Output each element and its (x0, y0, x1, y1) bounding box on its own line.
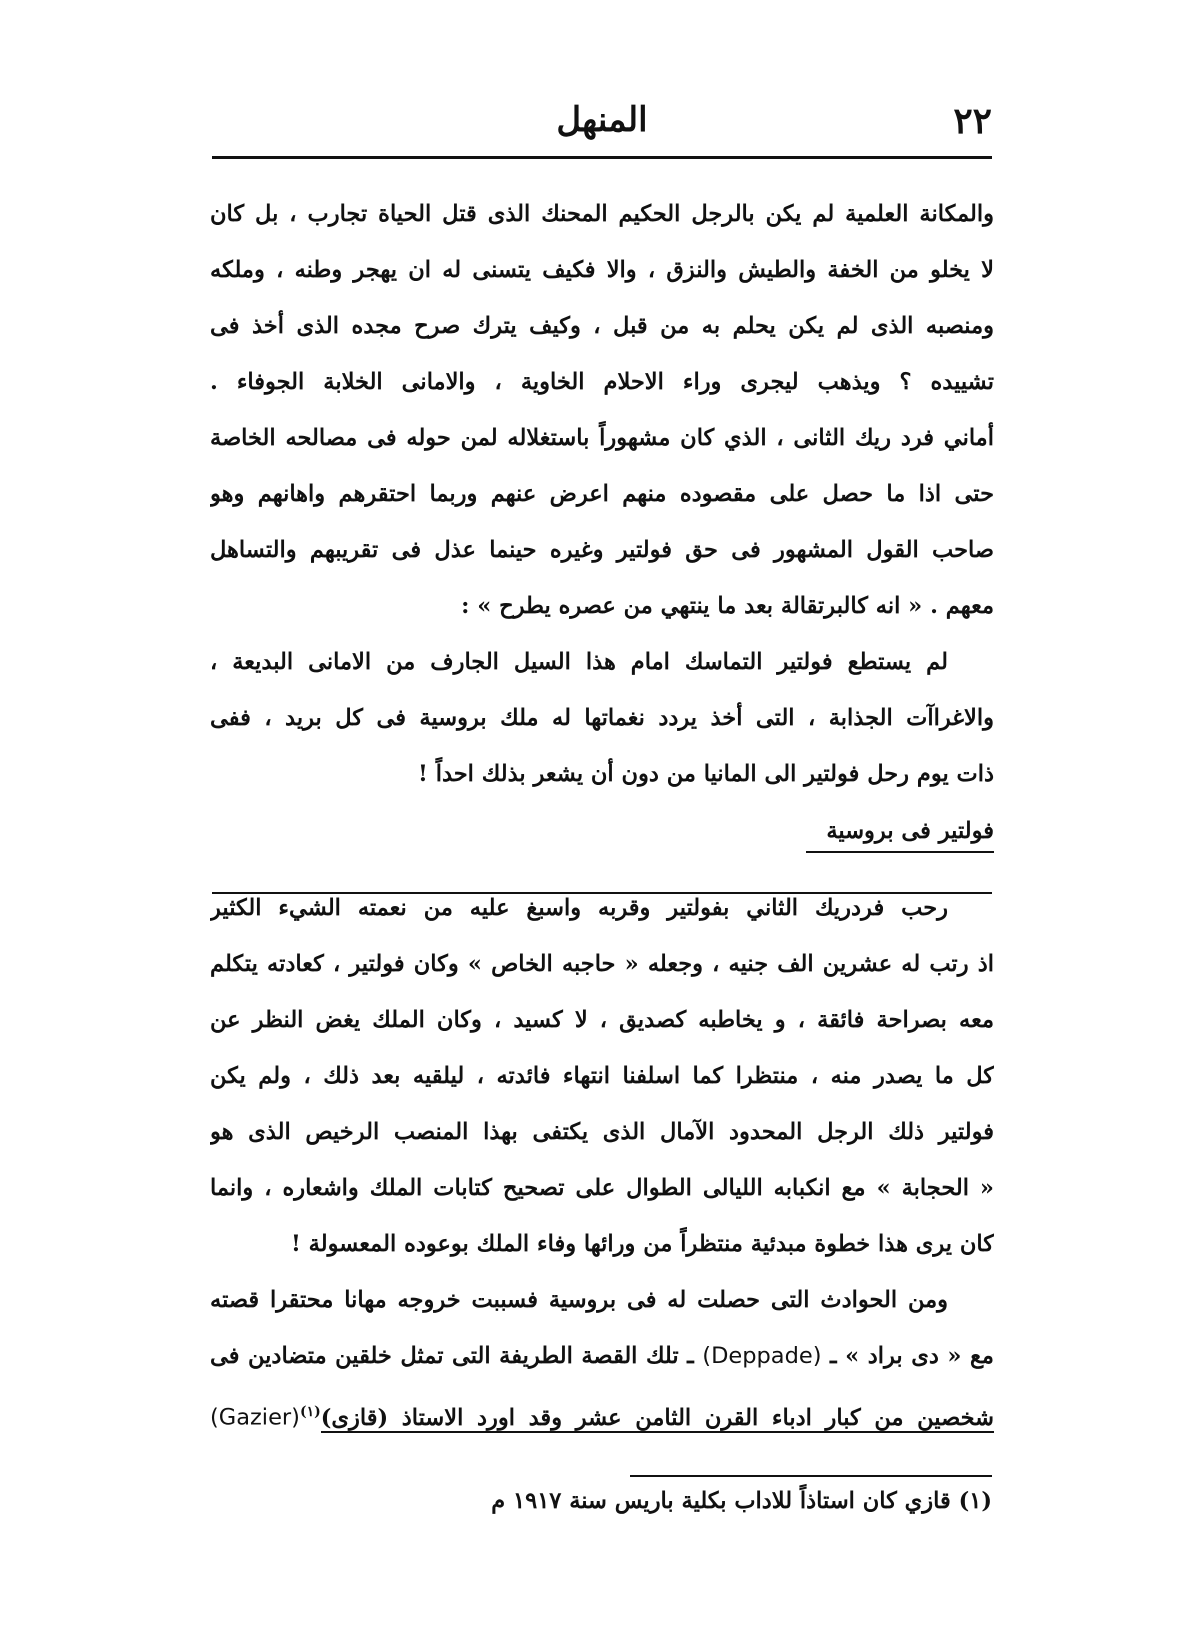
section-heading-text: فولتير فى بروسية (806, 811, 994, 853)
footnote: (١) قازي كان استاذاً للاداب بكلية باريس سنة ١٩١٧ م (491, 1488, 992, 1514)
text-line: والاغراآت الجذابة ، التى أخذ يردد نغماتها له ملك بروسية فى كل بريد ، ففى (210, 705, 994, 731)
section-rule (212, 892, 992, 894)
page-header (212, 100, 992, 150)
text-line: اذ رتب له عشرين الف جنيه ، وجعله « حاجبه الخاص » وكان فولتير ، كعادته يتكلم (210, 951, 994, 977)
text-line (210, 1328, 994, 1384)
text-line: حتى اذا ما حصل على مقصوده منهم اعرض عنهم وربما احتقرهم واهانهم وهو (210, 481, 994, 507)
text-line: كان يرى هذا خطوة مبدئية منتظراً من ورائها وفاء الملك بوعوده المعسولة ! (290, 1231, 994, 1257)
text-line: فولتير ذلك الرجل المحدود الآمال الذى يكتفى بهذا المنصب الرخيص الذى هو (210, 1119, 994, 1145)
text-line: والمكانة العلمية لم يكن بالرجل الحكيم المحنك الذى قتل الحياة تجارب ، بل كان (210, 201, 994, 227)
text-line: لا يخلو من الخفة والطيش والنزق ، والا فكيف يتسنى له ان يهجر وطنه ، وملكه (210, 257, 994, 283)
text-line: تشييده ؟ ويذهب ليجرى وراء الاحلام الخاوية ، والامانى الخلابة الجوفاء . (210, 369, 994, 395)
text-line: رحب فردريك الثاني بفولتير وقربه واسبغ عليه من نعمته الشيء الكثير (210, 895, 948, 921)
text-line: أماني فرد ريك الثانى ، الذي كان مشهوراً باستغلاله لمن حوله فى مصالحه الخاصة (210, 425, 994, 451)
latin-name: (Gazier) (210, 1404, 300, 1431)
page-body (210, 186, 994, 1440)
page-number: ٢٢ (953, 100, 992, 142)
text-line (210, 1384, 994, 1440)
section-heading (210, 802, 994, 860)
text-line: ذات يوم رحل فولتير الى المانيا من دون أن يشعر بذلك احداً ! (417, 761, 994, 787)
running-title: المنهل (556, 100, 648, 140)
text-fragment: ـ تلك القصة الطريفة التى تمثل خلقين متضادين فى (210, 1343, 694, 1369)
latin-name: (Deppade) (702, 1343, 822, 1369)
text-line: ومنصبه الذى لم يكن يحلم به من قبل ، وكيف يترك صرح مجده الذى أخذ فى (210, 313, 994, 339)
text-fragment: مع « دى براد » ـ (830, 1343, 994, 1369)
text-line: كل ما يصدر منه ، منتظرا كما اسلفنا انتهاء فائدته ، ليلقيه بعد ذلك ، ولم يكن (210, 1063, 994, 1089)
footnote-rule (630, 1475, 992, 1477)
text-line: « الحجابة » مع انكبابه الليالى الطوال على تصحيح كتابات الملك واشعاره ، وانما (210, 1175, 994, 1201)
header-rule (212, 156, 992, 159)
text-line: ومن الحوادث التى حصلت له فى بروسية فسببت خروجه مهانا محتقرا قصته (210, 1287, 948, 1313)
text-line: لم يستطع فولتير التماسك امام هذا السيل الجارف من الامانى البديعة ، (210, 649, 948, 675)
text-line: معه بصراحة فائقة ، و يخاطبه كصديق ، لا كسيد ، وكان الملك يغض النظر عن (210, 1007, 994, 1033)
spacer (210, 860, 994, 880)
text-fragment: شخصين من كبار ادباء القرن الثامن عشر وقد اورد الاستاذ (قازى) (320, 1404, 994, 1431)
text-line: صاحب القول المشهور فى حق فولتير وغيره حينما عذل فى تقريبهم والتساهل (210, 537, 994, 563)
footnote-ref: (١) (299, 1404, 321, 1420)
text-line: معهم . « انه كالبرتقالة بعد ما ينتهي من عصره يطرح » : (461, 593, 994, 619)
